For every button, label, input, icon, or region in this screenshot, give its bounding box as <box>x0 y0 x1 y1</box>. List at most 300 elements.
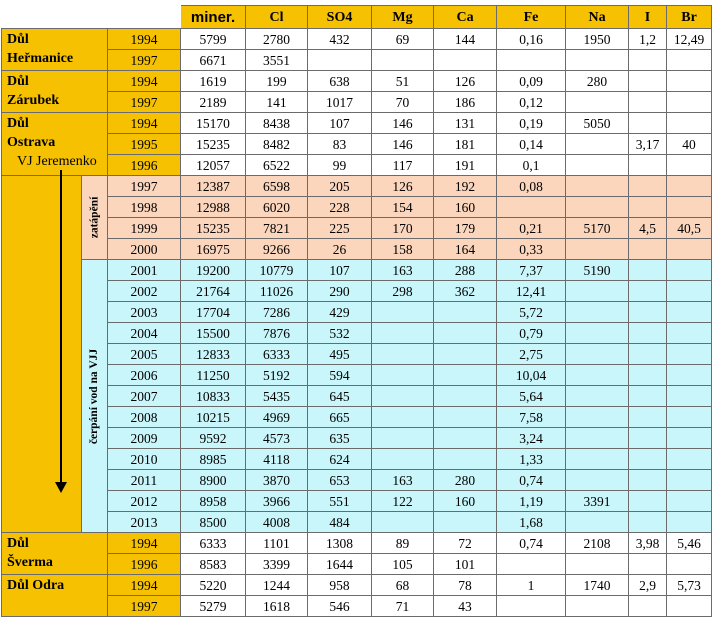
table-row <box>2 386 712 407</box>
value-cl: 10779 <box>246 260 308 281</box>
flooding-period-label <box>82 176 108 260</box>
value-cl: 141 <box>246 92 308 113</box>
value-na: 5050 <box>566 113 629 134</box>
value-i: 4,5 <box>629 218 667 239</box>
value-na: 5190 <box>566 260 629 281</box>
value-na <box>566 197 629 218</box>
year-cell: 1999 <box>108 218 181 239</box>
value-miner: 17704 <box>181 302 246 323</box>
year-cell: 1995 <box>108 134 181 155</box>
value-cl: 7876 <box>246 323 308 344</box>
year-cell: 1994 <box>108 71 181 92</box>
year-cell: 1998 <box>108 197 181 218</box>
value-na <box>566 302 629 323</box>
value-miner: 8985 <box>181 449 246 470</box>
value-i <box>629 155 667 176</box>
value-mg: 117 <box>372 155 434 176</box>
value-br <box>667 302 712 323</box>
value-ca: 280 <box>434 470 497 491</box>
value-miner: 6333 <box>181 533 246 554</box>
value-mg: 68 <box>372 575 434 596</box>
value-cl: 3966 <box>246 491 308 512</box>
value-cl: 2780 <box>246 29 308 50</box>
pumping-period-label-text: čerpání vod na VJJ <box>88 348 101 444</box>
value-ca: 181 <box>434 134 497 155</box>
value-fe: 0,21 <box>497 218 566 239</box>
value-mg: 146 <box>372 113 434 134</box>
value-so4: 290 <box>308 281 372 302</box>
value-i <box>629 176 667 197</box>
value-cl: 9266 <box>246 239 308 260</box>
value-i <box>629 92 667 113</box>
value-fe: 0,74 <box>497 470 566 491</box>
value-ca: 164 <box>434 239 497 260</box>
value-ca: 179 <box>434 218 497 239</box>
value-so4: 1644 <box>308 554 372 575</box>
value-br <box>667 71 712 92</box>
value-ca: 160 <box>434 197 497 218</box>
year-cell: 1997 <box>108 176 181 197</box>
value-na <box>566 344 629 365</box>
value-fe: 10,04 <box>497 365 566 386</box>
table-row <box>2 554 712 575</box>
value-mg: 70 <box>372 92 434 113</box>
value-mg <box>372 512 434 533</box>
value-fe: 3,24 <box>497 428 566 449</box>
value-na: 1740 <box>566 575 629 596</box>
value-cl: 1618 <box>246 596 308 617</box>
value-so4: 958 <box>308 575 372 596</box>
value-cl: 6333 <box>246 344 308 365</box>
mine-label-zarubek <box>2 71 108 113</box>
mine-name-sverma-line1: Důl <box>7 536 29 551</box>
value-mg <box>372 323 434 344</box>
value-br <box>667 113 712 134</box>
value-br <box>667 176 712 197</box>
value-miner: 8500 <box>181 512 246 533</box>
table-body <box>2 6 712 617</box>
value-miner: 15235 <box>181 134 246 155</box>
year-cell: 2013 <box>108 512 181 533</box>
value-miner: 15170 <box>181 113 246 134</box>
value-fe: 1,19 <box>497 491 566 512</box>
value-na <box>566 428 629 449</box>
value-i <box>629 302 667 323</box>
table-row <box>2 344 712 365</box>
value-so4: 638 <box>308 71 372 92</box>
value-cl: 4008 <box>246 512 308 533</box>
year-cell: 1996 <box>108 155 181 176</box>
value-na <box>566 365 629 386</box>
value-ca: 101 <box>434 554 497 575</box>
year-cell: 1994 <box>108 575 181 596</box>
year-cell: 2004 <box>108 323 181 344</box>
value-ca: 144 <box>434 29 497 50</box>
year-cell: 1994 <box>108 113 181 134</box>
value-na <box>566 554 629 575</box>
value-i <box>629 449 667 470</box>
value-na <box>566 155 629 176</box>
year-cell: 1996 <box>108 554 181 575</box>
value-br <box>667 197 712 218</box>
header-corner <box>2 6 181 29</box>
value-miner: 5279 <box>181 596 246 617</box>
value-so4: 1017 <box>308 92 372 113</box>
year-cell: 1994 <box>108 533 181 554</box>
value-so4: 99 <box>308 155 372 176</box>
value-miner: 21764 <box>181 281 246 302</box>
value-ca: 192 <box>434 176 497 197</box>
value-fe: 1,33 <box>497 449 566 470</box>
value-fe: 0,1 <box>497 155 566 176</box>
value-mg: 163 <box>372 260 434 281</box>
value-mg <box>372 302 434 323</box>
table-row <box>2 575 712 596</box>
mine-name-ostrava-line3: VJ Jeremenko <box>17 154 97 169</box>
year-cell: 2008 <box>108 407 181 428</box>
value-mg: 71 <box>372 596 434 617</box>
value-fe: 7,37 <box>497 260 566 281</box>
value-i <box>629 491 667 512</box>
value-cl: 3399 <box>246 554 308 575</box>
value-fe <box>497 596 566 617</box>
value-ca <box>434 512 497 533</box>
value-ca <box>434 302 497 323</box>
value-br: 12,49 <box>667 29 712 50</box>
value-fe: 2,75 <box>497 344 566 365</box>
mine-name-hermanice-line2: Heřmanice <box>7 51 74 66</box>
value-br <box>667 239 712 260</box>
table-row <box>2 596 712 617</box>
value-fe: 5,72 <box>497 302 566 323</box>
table-row <box>2 260 712 281</box>
value-i <box>629 407 667 428</box>
value-br <box>667 155 712 176</box>
year-cell: 2006 <box>108 365 181 386</box>
value-fe <box>497 554 566 575</box>
value-miner: 12988 <box>181 197 246 218</box>
value-cl: 4573 <box>246 428 308 449</box>
value-na: 3391 <box>566 491 629 512</box>
value-fe: 0,79 <box>497 323 566 344</box>
value-miner: 8900 <box>181 470 246 491</box>
value-mg <box>372 344 434 365</box>
year-cell: 2001 <box>108 260 181 281</box>
value-i: 3,98 <box>629 533 667 554</box>
value-i: 1,2 <box>629 29 667 50</box>
value-miner: 5220 <box>181 575 246 596</box>
value-i <box>629 113 667 134</box>
value-br <box>667 281 712 302</box>
value-br <box>667 386 712 407</box>
value-br <box>667 449 712 470</box>
value-ca <box>434 407 497 428</box>
value-ca: 160 <box>434 491 497 512</box>
pumping-period-label <box>82 260 108 533</box>
value-br <box>667 260 712 281</box>
table-row <box>2 113 712 134</box>
value-br: 40 <box>667 134 712 155</box>
value-cl: 6598 <box>246 176 308 197</box>
table-row <box>2 407 712 428</box>
year-cell: 1994 <box>108 29 181 50</box>
value-ca: 126 <box>434 71 497 92</box>
mine-name-hermanice-line1: Důl <box>7 32 29 47</box>
value-cl: 4969 <box>246 407 308 428</box>
mine-label-odra <box>2 575 108 617</box>
value-fe: 0,09 <box>497 71 566 92</box>
value-i <box>629 470 667 491</box>
year-cell: 1997 <box>108 50 181 71</box>
value-mg: 51 <box>372 71 434 92</box>
value-miner: 8583 <box>181 554 246 575</box>
value-miner: 16975 <box>181 239 246 260</box>
mine-name-sverma-line2: Šverma <box>7 555 53 570</box>
mine-water-table <box>1 5 712 617</box>
value-br <box>667 92 712 113</box>
table-row <box>2 29 712 50</box>
mine-label-ostrava <box>2 113 108 176</box>
value-na <box>566 50 629 71</box>
value-cl: 3551 <box>246 50 308 71</box>
value-mg: 105 <box>372 554 434 575</box>
value-br <box>667 428 712 449</box>
value-ca <box>434 323 497 344</box>
value-mg <box>372 365 434 386</box>
value-cl: 1101 <box>246 533 308 554</box>
year-cell: 1997 <box>108 92 181 113</box>
value-so4: 107 <box>308 260 372 281</box>
value-i <box>629 239 667 260</box>
value-br <box>667 554 712 575</box>
value-i <box>629 197 667 218</box>
value-na <box>566 512 629 533</box>
value-so4: 484 <box>308 512 372 533</box>
value-na <box>566 470 629 491</box>
table-row <box>2 239 712 260</box>
value-mg: 163 <box>372 470 434 491</box>
mine-name-ostrava-line2: Ostrava <box>7 135 56 150</box>
value-ca <box>434 449 497 470</box>
value-so4 <box>308 50 372 71</box>
table-row <box>2 449 712 470</box>
value-ca <box>434 50 497 71</box>
value-fe: 1,68 <box>497 512 566 533</box>
value-mg <box>372 449 434 470</box>
value-br <box>667 50 712 71</box>
value-br <box>667 323 712 344</box>
value-so4: 635 <box>308 428 372 449</box>
value-so4: 205 <box>308 176 372 197</box>
value-mg: 170 <box>372 218 434 239</box>
value-mg <box>372 386 434 407</box>
year-cell: 2000 <box>108 239 181 260</box>
column-header-na: Na <box>566 6 629 29</box>
value-fe: 1 <box>497 575 566 596</box>
value-miner: 12833 <box>181 344 246 365</box>
value-i <box>629 596 667 617</box>
year-cell: 2005 <box>108 344 181 365</box>
table-row <box>2 134 712 155</box>
value-i <box>629 71 667 92</box>
value-ca: 288 <box>434 260 497 281</box>
value-fe: 7,58 <box>497 407 566 428</box>
column-header-miner: miner. <box>181 6 246 29</box>
value-na <box>566 134 629 155</box>
value-mg: 158 <box>372 239 434 260</box>
timeline-arrow-head <box>55 482 67 493</box>
header-row <box>2 6 712 29</box>
value-br <box>667 407 712 428</box>
table-row <box>2 218 712 239</box>
value-mg <box>372 50 434 71</box>
value-so4: 83 <box>308 134 372 155</box>
value-cl: 8482 <box>246 134 308 155</box>
value-i <box>629 386 667 407</box>
value-fe: 5,64 <box>497 386 566 407</box>
value-cl: 6020 <box>246 197 308 218</box>
value-fe: 12,41 <box>497 281 566 302</box>
value-fe: 0,16 <box>497 29 566 50</box>
year-cell: 2002 <box>108 281 181 302</box>
value-so4: 429 <box>308 302 372 323</box>
table-row <box>2 155 712 176</box>
year-cell: 2009 <box>108 428 181 449</box>
year-cell: 1997 <box>108 596 181 617</box>
value-so4: 645 <box>308 386 372 407</box>
value-ca: 43 <box>434 596 497 617</box>
value-cl: 3870 <box>246 470 308 491</box>
value-cl: 11026 <box>246 281 308 302</box>
value-fe: 0,19 <box>497 113 566 134</box>
value-na <box>566 281 629 302</box>
value-so4: 532 <box>308 323 372 344</box>
value-br <box>667 470 712 491</box>
value-na <box>566 449 629 470</box>
table-row <box>2 491 712 512</box>
table-row <box>2 302 712 323</box>
table-row <box>2 512 712 533</box>
value-i <box>629 554 667 575</box>
year-cell: 2007 <box>108 386 181 407</box>
value-fe: 0,12 <box>497 92 566 113</box>
value-cl: 199 <box>246 71 308 92</box>
value-br <box>667 491 712 512</box>
value-miner: 9592 <box>181 428 246 449</box>
table-row <box>2 281 712 302</box>
timeline-arrow-line <box>60 170 62 488</box>
value-br <box>667 512 712 533</box>
value-i <box>629 344 667 365</box>
value-so4: 624 <box>308 449 372 470</box>
value-miner: 5799 <box>181 29 246 50</box>
value-so4: 551 <box>308 491 372 512</box>
mine-name-odra-line1: Důl Odra <box>7 578 65 593</box>
value-br <box>667 344 712 365</box>
value-na <box>566 596 629 617</box>
value-ca: 131 <box>434 113 497 134</box>
year-cell: 2010 <box>108 449 181 470</box>
value-br: 40,5 <box>667 218 712 239</box>
value-cl: 7821 <box>246 218 308 239</box>
value-i: 2,9 <box>629 575 667 596</box>
value-na: 5170 <box>566 218 629 239</box>
column-header-cl: Cl <box>246 6 308 29</box>
value-i <box>629 512 667 533</box>
value-mg: 154 <box>372 197 434 218</box>
side-spacer <box>2 176 82 533</box>
value-mg: 298 <box>372 281 434 302</box>
value-miner: 11250 <box>181 365 246 386</box>
value-cl: 1244 <box>246 575 308 596</box>
value-ca <box>434 344 497 365</box>
value-miner: 15500 <box>181 323 246 344</box>
value-miner: 15235 <box>181 218 246 239</box>
table-row <box>2 470 712 491</box>
value-na <box>566 386 629 407</box>
value-so4: 594 <box>308 365 372 386</box>
column-header-i: I <box>629 6 667 29</box>
mine-name-zarubek-line1: Důl <box>7 74 29 89</box>
value-so4: 225 <box>308 218 372 239</box>
table-row <box>2 428 712 449</box>
value-ca <box>434 386 497 407</box>
column-header-fe: Fe <box>497 6 566 29</box>
value-ca: 78 <box>434 575 497 596</box>
value-so4: 228 <box>308 197 372 218</box>
value-so4: 653 <box>308 470 372 491</box>
value-i <box>629 50 667 71</box>
value-mg: 122 <box>372 491 434 512</box>
value-fe: 0,74 <box>497 533 566 554</box>
value-na <box>566 407 629 428</box>
table-row <box>2 533 712 554</box>
value-na: 2108 <box>566 533 629 554</box>
year-cell: 2003 <box>108 302 181 323</box>
value-cl: 7286 <box>246 302 308 323</box>
value-na <box>566 323 629 344</box>
value-ca <box>434 428 497 449</box>
value-ca: 72 <box>434 533 497 554</box>
value-br <box>667 365 712 386</box>
value-i <box>629 428 667 449</box>
year-cell: 2012 <box>108 491 181 512</box>
value-na: 1950 <box>566 29 629 50</box>
value-ca: 362 <box>434 281 497 302</box>
value-so4: 432 <box>308 29 372 50</box>
year-cell: 2011 <box>108 470 181 491</box>
value-cl: 5192 <box>246 365 308 386</box>
column-header-mg: Mg <box>372 6 434 29</box>
value-ca <box>434 365 497 386</box>
mine-label-hermanice <box>2 29 108 71</box>
value-i: 3,17 <box>629 134 667 155</box>
value-cl: 8438 <box>246 113 308 134</box>
value-i <box>629 365 667 386</box>
value-mg: 69 <box>372 29 434 50</box>
value-i <box>629 260 667 281</box>
value-cl: 4118 <box>246 449 308 470</box>
value-br <box>667 596 712 617</box>
value-br: 5,73 <box>667 575 712 596</box>
value-miner: 12057 <box>181 155 246 176</box>
value-so4: 1308 <box>308 533 372 554</box>
value-so4: 546 <box>308 596 372 617</box>
value-cl: 5435 <box>246 386 308 407</box>
table-row <box>2 323 712 344</box>
value-so4: 665 <box>308 407 372 428</box>
value-fe: 0,33 <box>497 239 566 260</box>
